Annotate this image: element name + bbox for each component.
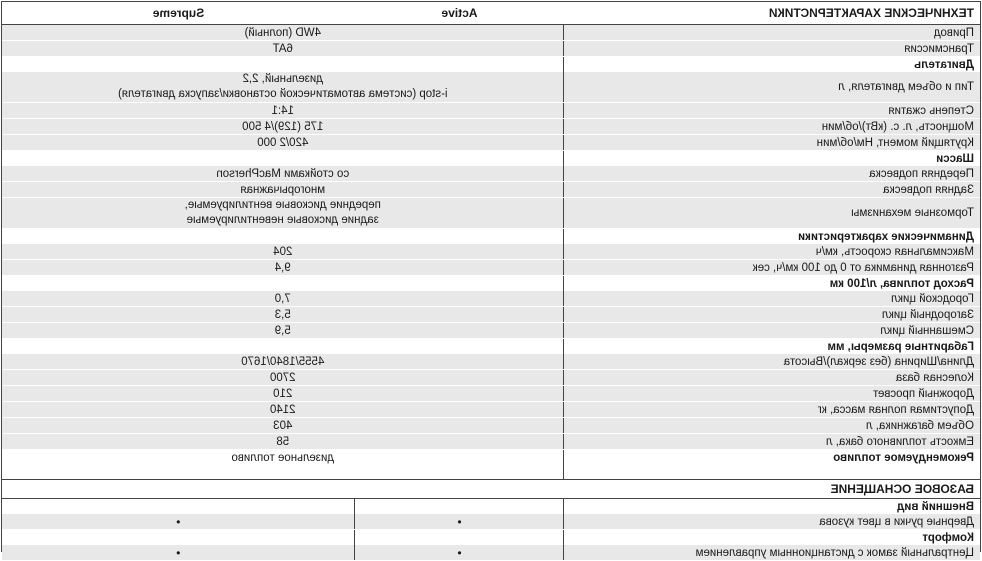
- row-value: 5,3: [2, 307, 564, 323]
- row-label: Центральный замок с дистанционным управлением: [564, 545, 980, 561]
- row-value: 9,4: [2, 260, 564, 276]
- row-label: Длина/Ширина (без зеркал)/Высота: [564, 354, 980, 370]
- row-label: Привод: [564, 25, 980, 41]
- row-label: Крутящий момент, Нм/об/мин: [564, 135, 980, 151]
- header-row: [2, 2, 980, 25]
- row-label: Емкость топливного бака, л: [564, 434, 980, 450]
- trim-supreme-header: Supreme: [2, 2, 355, 25]
- row-label: Смешанный цикл: [564, 323, 980, 339]
- section-heading: Внешний вид: [564, 499, 980, 515]
- table-row: [2, 354, 980, 370]
- row-value: 5,9: [2, 323, 564, 339]
- spec-table: [2, 2, 980, 561]
- bullet-active: •: [355, 545, 564, 561]
- row-value: [2, 198, 564, 229]
- row-label: Трансмиссия: [564, 41, 980, 57]
- row-label: Мощность, л. с. (кВт)/об/мин: [564, 119, 980, 135]
- row-label: Допустимая полная масса, кг: [564, 402, 980, 418]
- section-heading: Динамические характеристики: [564, 229, 980, 245]
- section-heading: Шасси: [564, 151, 980, 167]
- value-line: передние дисковые вентилируемые,: [184, 199, 381, 211]
- section-row: [2, 499, 980, 515]
- section-heading: БАЗОВОЕ ОСНАЩЕНИЕ: [2, 480, 980, 499]
- spec-sheet: [1, 1, 981, 560]
- row-value: 2140: [2, 402, 564, 418]
- section-row: [2, 480, 980, 499]
- table-row: [2, 323, 980, 339]
- row-value: 2700: [2, 370, 564, 386]
- row-value: 6AT: [2, 41, 564, 57]
- row-label: Дорожный просвет: [564, 386, 980, 402]
- section-row: [2, 57, 980, 73]
- row-value: 403: [2, 418, 564, 434]
- row-label: Городской цикл: [564, 291, 980, 307]
- row-label: Степень сжатия: [564, 103, 980, 119]
- row-value: 420/2 000: [2, 135, 564, 151]
- table-row: [2, 41, 980, 57]
- row-value: 204: [2, 244, 564, 260]
- table-row: [2, 402, 980, 418]
- table-row: [2, 260, 980, 276]
- table-row: [2, 418, 980, 434]
- section-row: [2, 151, 980, 167]
- row-label: Колесная база: [564, 370, 980, 386]
- trim-active-header: Active: [355, 2, 564, 25]
- table-row: [2, 182, 980, 198]
- row-label: Разгонная динамика от 0 до 100 км/ч, сек: [564, 260, 980, 276]
- table-row: [2, 291, 980, 307]
- row-value: 175 (129)/4 500: [2, 119, 564, 135]
- row-value: 4555/1840/1670: [2, 354, 564, 370]
- row-label: Загородный цикл: [564, 307, 980, 323]
- row-label: Передняя подвеска: [564, 166, 980, 182]
- table-row: [2, 25, 980, 41]
- table-row: [2, 72, 980, 103]
- table-row: [2, 514, 980, 530]
- row-label: Задняя подвеска: [564, 182, 980, 198]
- row-label: Дверные ручки в цвет кузова: [564, 514, 980, 530]
- row-value: [2, 72, 564, 103]
- table-row: [2, 103, 980, 119]
- row-value: 14:1: [2, 103, 564, 119]
- row-value: со стойками MacPherson: [2, 166, 564, 182]
- row-value: 7,0: [2, 291, 564, 307]
- table-row: [2, 198, 980, 229]
- row-value: дизельное топливо: [2, 450, 564, 466]
- row-value: 4WD (полный): [2, 25, 564, 41]
- section-row: [2, 339, 980, 355]
- table-row: [2, 434, 980, 450]
- value-line: i-stop (система автоматической остановки/запуска двигателя): [118, 88, 448, 100]
- section-heading: Комфорт: [564, 530, 980, 546]
- value-line: задние дисковые невентилируемые: [186, 214, 379, 226]
- row-value: 58: [2, 434, 564, 450]
- table-row: [2, 119, 980, 135]
- section-heading: Габаритные размеры, мм: [564, 339, 980, 355]
- section-row: [2, 229, 980, 245]
- table-row: [2, 307, 980, 323]
- row-label: Тормозные механизмы: [564, 198, 980, 229]
- section-title: ТЕХНИЧЕСКИЕ ХАРАКТЕРИСТИКИ: [564, 2, 980, 25]
- section-row: [2, 276, 980, 292]
- table-row: [2, 244, 980, 260]
- row-label: Максимальная скорость, км/ч: [564, 244, 980, 260]
- section-heading: Рекомендуемое топливо: [564, 450, 980, 466]
- row-label: Тип и объем двигателя, л: [564, 72, 980, 103]
- table-row: [2, 386, 980, 402]
- section-row: [2, 450, 980, 466]
- bullet-supreme: •: [2, 514, 355, 530]
- mirrored-table-wrapper: [2, 2, 980, 561]
- table-row: [2, 370, 980, 386]
- section-row: [2, 530, 980, 546]
- section-heading: Двигатель: [564, 57, 980, 73]
- section-heading: Расход топлива, л/100 км: [564, 276, 980, 292]
- bullet-supreme: •: [2, 545, 355, 561]
- row-value: многорычажная: [2, 182, 564, 198]
- row-value: 210: [2, 386, 564, 402]
- table-row: [2, 135, 980, 151]
- table-row: [2, 166, 980, 182]
- bullet-active: •: [355, 514, 564, 530]
- row-label: Объем багажника, л: [564, 418, 980, 434]
- value-line: дизельный, 2,2: [242, 73, 323, 85]
